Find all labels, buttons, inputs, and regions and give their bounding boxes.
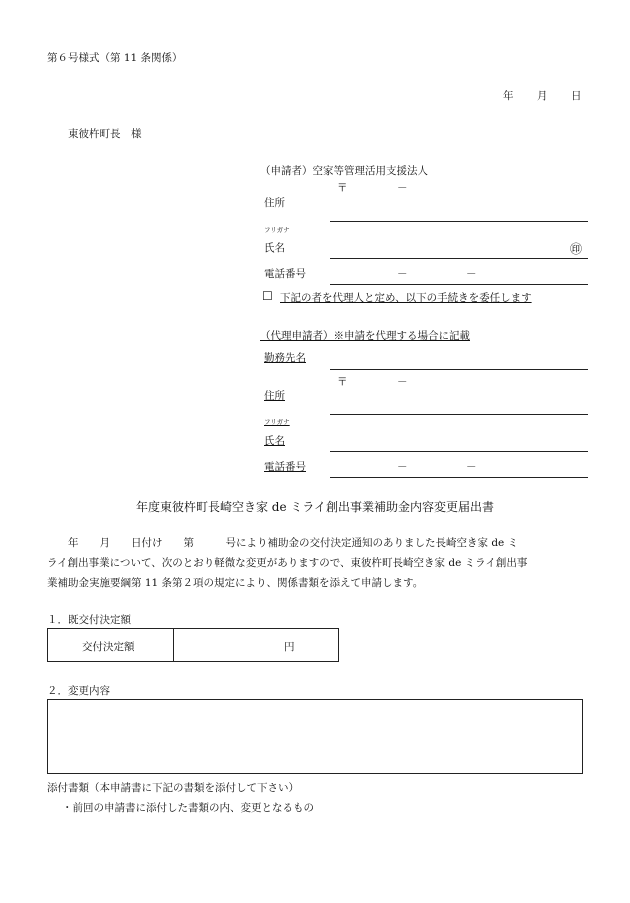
section-2-heading: ２．変更内容 bbox=[47, 685, 110, 697]
yen-unit: 円 bbox=[284, 641, 295, 653]
proxy-phone-label: 電話番号 bbox=[264, 461, 306, 473]
proxy-phone-dash-2: － bbox=[466, 461, 477, 473]
applicant-phone-line[interactable] bbox=[330, 284, 588, 285]
section-1-heading: １．既交付決定額 bbox=[47, 614, 131, 626]
date-year-label: 年 bbox=[503, 90, 514, 102]
applicant-address-line[interactable] bbox=[330, 221, 588, 222]
body-paragraph bbox=[47, 533, 585, 593]
change-content-box[interactable] bbox=[47, 699, 583, 774]
applicant-address-label: 住所 bbox=[264, 197, 285, 209]
applicant-postal-dash: － bbox=[397, 182, 408, 194]
grant-amount-field[interactable] bbox=[174, 629, 338, 661]
proxy-phone-line[interactable] bbox=[330, 477, 588, 478]
form-number: 第６号様式（第 11 条関係） bbox=[47, 52, 183, 64]
applicant-phone-dash-1: － bbox=[397, 268, 408, 280]
applicant-heading: （申請者）空家等管理活用支援法人 bbox=[260, 165, 428, 177]
attachments-heading: 添付書類（本申請書に下記の書類を添付して下さい） bbox=[47, 782, 299, 794]
applicant-name-label: 氏名 bbox=[264, 242, 285, 254]
applicant-phone-label: 電話番号 bbox=[264, 268, 306, 280]
proxy-address-label: 住所 bbox=[264, 390, 285, 402]
applicant-name-line[interactable] bbox=[330, 258, 588, 259]
applicant-phone-dash-2: － bbox=[466, 268, 477, 280]
seal-mark: ㊞ bbox=[570, 242, 583, 256]
delegate-text: 下記の者を代理人と定め、以下の手続きを委任します bbox=[280, 292, 532, 304]
addressee: 東彼杵町長 様 bbox=[68, 128, 142, 140]
date-day-label: 日 bbox=[571, 90, 582, 102]
proxy-workplace-line[interactable] bbox=[330, 369, 588, 370]
proxy-furigana-label: フリガナ bbox=[264, 418, 290, 426]
applicant-postal-mark: 〒 bbox=[337, 182, 348, 194]
body-line-2: ライ創出事業について、次のとおり軽微な変更がありますので、東彼杵町長崎空き家 de ミライ創出事 bbox=[47, 557, 528, 569]
proxy-postal-dash: － bbox=[397, 376, 408, 388]
grant-amount-label: 交付決定額 bbox=[82, 641, 135, 653]
proxy-name-label: 氏名 bbox=[264, 435, 285, 447]
proxy-address-line[interactable] bbox=[330, 414, 588, 415]
grant-amount-table bbox=[47, 628, 339, 662]
attachment-item-1: ・前回の申請書に添付した書類の内、変更となるもの bbox=[62, 802, 314, 814]
proxy-workplace-label: 勤務先名 bbox=[264, 352, 306, 364]
proxy-phone-dash-1: － bbox=[397, 461, 408, 473]
body-line-1: 年 月 日付け 第 号により補助金の交付決定通知のありました長崎空き家 de ミ bbox=[47, 537, 519, 549]
proxy-heading: （代理申請者）※申請を代理する場合に記載 bbox=[260, 330, 470, 342]
applicant-furigana-label: フリガナ bbox=[264, 226, 290, 234]
date-month-label: 月 bbox=[537, 90, 548, 102]
document-title: 年度東彼杵町長崎空き家 de ミライ創出事業補助金内容変更届出書 bbox=[135, 500, 495, 514]
body-line-3: 業補助金実施要綱第 11 条第２項の規定により、関係書類を添えて申請します。 bbox=[47, 577, 424, 589]
proxy-postal-mark: 〒 bbox=[337, 376, 348, 388]
proxy-name-line[interactable] bbox=[330, 451, 588, 452]
delegate-checkbox[interactable]: ☐ bbox=[262, 289, 273, 303]
